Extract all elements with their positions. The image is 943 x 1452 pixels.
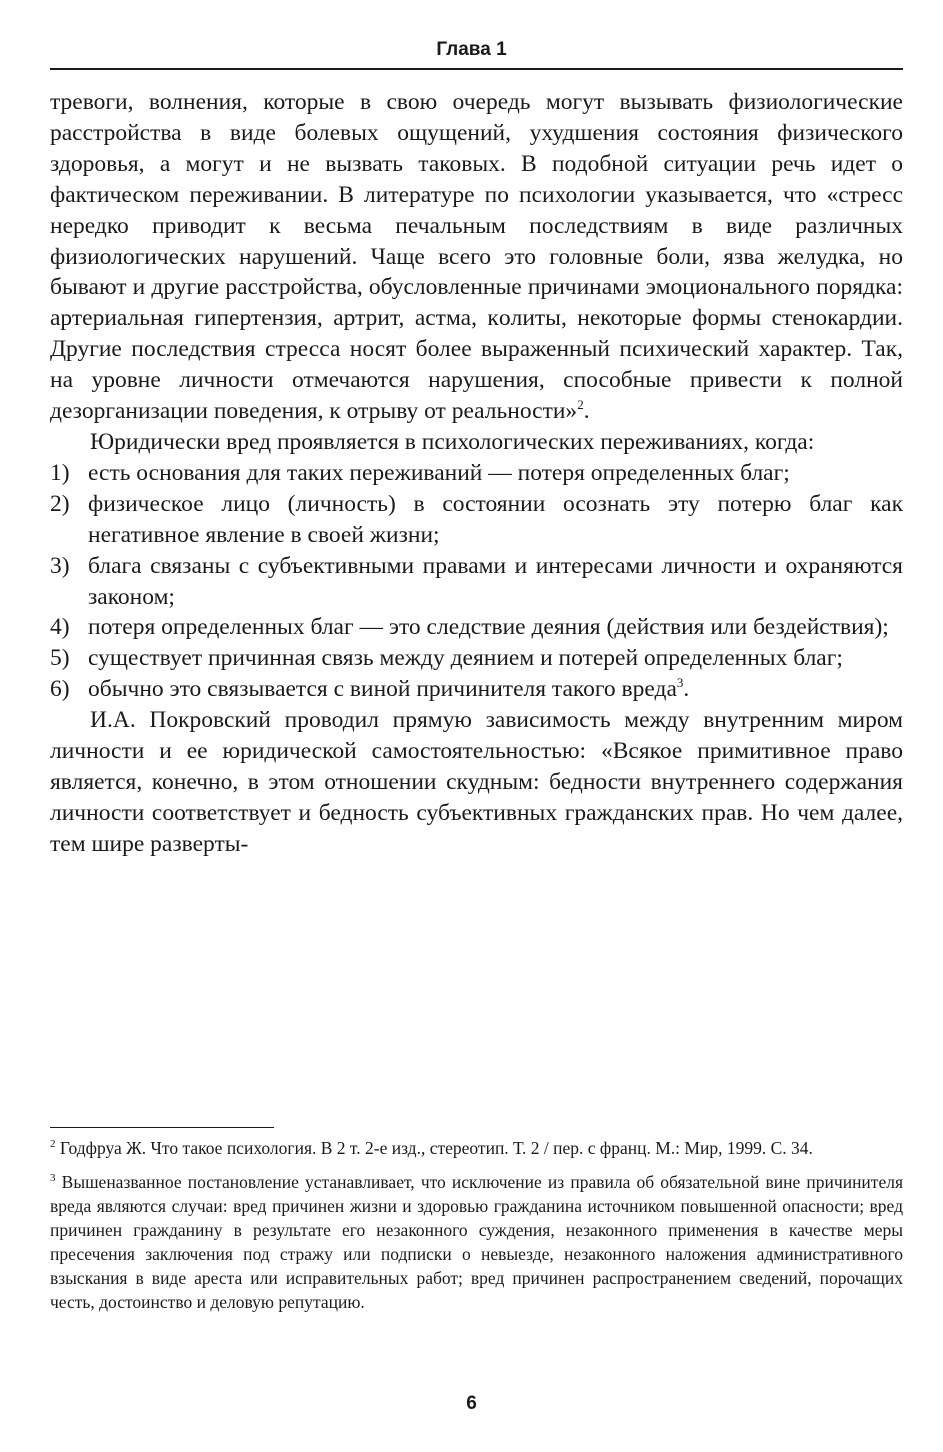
header-rule <box>50 68 903 70</box>
list-item-number: 5) <box>50 645 70 672</box>
list-item <box>50 643 903 674</box>
paragraph-3: И.А. Покровский проводил прямую зависимость между внутренним миром личности и ее юридической самостоятельностью: «Всякое примитивное право является, конечно, в этом отношении скудным: бедности внутреннего содержания личности соответствует и бедность субъективных гражданских прав. Но чем далее, тем шире разверты- <box>50 707 903 857</box>
page-number: 6 <box>466 1393 477 1414</box>
list-item-text: блага связаны с субъективными правами и интересами личности и охраняются законом; <box>88 552 903 610</box>
list-item-number: 1) <box>50 459 70 486</box>
footnote-2 <box>50 1136 903 1160</box>
list-item-number: 3) <box>50 552 70 579</box>
list-item-number: 4) <box>50 614 70 641</box>
list-item-text: есть основания для таких переживаний — потеря определенных благ; <box>88 459 790 486</box>
footnote-number: 2 <box>50 1138 56 1151</box>
list-item-text: существует причинная связь между деянием и потерей определенных благ; <box>88 645 843 672</box>
list-item <box>50 612 903 643</box>
list-item <box>50 489 903 551</box>
list-item-number: 6) <box>50 676 70 703</box>
footnote-ref-3[interactable]: 3 <box>676 675 684 691</box>
list-item <box>50 674 903 705</box>
list-item-text: обычно это связывается с виной причинителя такого вреда <box>88 676 677 703</box>
chapter-header: Глава 1 <box>436 39 507 60</box>
footnote-number: 3 <box>50 1172 56 1185</box>
list-item-number: 2) <box>50 490 70 517</box>
paragraph-1-end: . <box>583 398 590 425</box>
footnote-text: Годфруа Ж. Что такое психология. В 2 т. 2-е изд., стереотип. Т. 2 / пер. с франц. М.: Мир, 1999. С. 34. <box>59 1138 813 1158</box>
footnote-3 <box>50 1170 903 1314</box>
list-item-text: физическое лицо (личность) в состоянии осознать эту потерю благ как негативное явление в своей жизни; <box>88 490 903 548</box>
paragraph-1 <box>50 87 903 427</box>
list-item <box>50 551 903 613</box>
list-item <box>50 458 903 489</box>
footnote-rule <box>50 1127 274 1128</box>
paragraph-2: Юридически вред проявляется в психологических переживаниях, когда: <box>90 428 815 455</box>
footnote-text: Вышеназванное постановление устанавливает, что исключение из правила об обязательной вине причинителя вреда являются случаи: вред причинен жизни и здоровью гражданина источником повышенной опасности; вред причинен гражданину в результате его незаконного суждения, незаконного применения в качестве меры пресечения заключения под стражу или подписки о невыезде, незаконного наложения административного взыскания в виде ареста или исправительных работ; вред причинен распространением сведений, порочащих честь, достоинство и деловую репутацию. <box>50 1172 903 1312</box>
list-item-text: потеря определенных благ — это следствие деяния (действия или бездействия); <box>88 614 889 641</box>
paragraph-1-text: тревоги, волнения, которые в свою очередь могут вызывать физиологические расстройства в виде болевых ощущений, ухудшения состояния физического здоровья, а могут и не вызвать таковых. В подобной ситуации речь идет о фактическом переживании. В литературе по психологии указывается, что «стресс нередко приводит к весьма печальным последствиям в виде различных физиологических нарушений. Чаще всего это головные боли, язва желудка, но бывают и другие расстройства, обусловленные причинами эмоционального порядка: артериальная гипертензия, артрит, астма, кoлиты, некоторые формы стенокардии. Другие последствия стресса носят более выраженный психический характер. Так, на уровне личности отмечаются нарушения, способные привести к полной дезорганизации поведения, к отрыву от реальности» <box>50 89 903 425</box>
list-item-end: . <box>683 676 690 703</box>
footnote-ref-2[interactable]: 2 <box>577 397 584 413</box>
main-text <box>50 87 903 860</box>
criteria-list <box>50 458 903 705</box>
footnotes <box>50 1136 903 1324</box>
